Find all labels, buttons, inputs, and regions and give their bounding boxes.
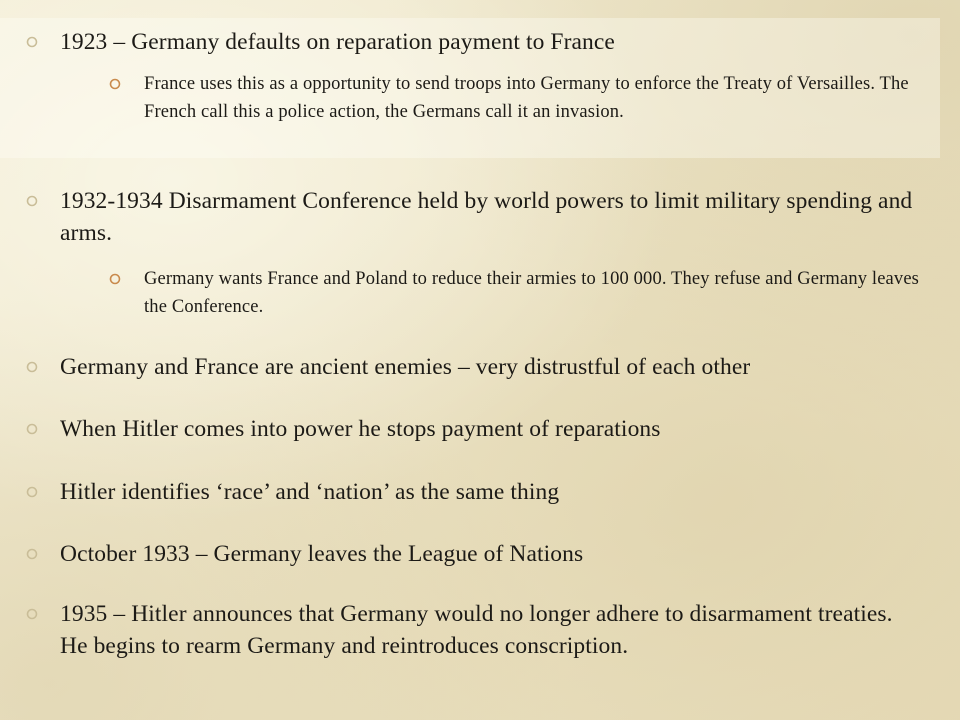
bullet-item: [60, 476, 920, 508]
sub-bullet-item: [144, 70, 920, 126]
bullet-item: [60, 185, 920, 249]
sub-bullet-item: [144, 265, 920, 321]
hollow-circle-bullet-icon: [26, 608, 38, 620]
bullet-item: [60, 351, 920, 383]
hollow-circle-bullet-icon: [26, 361, 38, 373]
bullet-text: 1935 – Hitler announces that Germany would no longer adhere to disarmament treaties. He begins to rearm Germany and reintroduces conscription.: [60, 601, 893, 659]
hollow-circle-bullet-icon: [26, 423, 38, 435]
sub-bullet-text: France uses this as a opportunity to send troops into Germany to enforce the Treaty of Versailles. The French call this a police action, the Germans call it an invasion.: [144, 74, 909, 122]
bullet-item: [60, 413, 920, 445]
hollow-circle-bullet-icon: [26, 36, 38, 48]
bullet-text: 1923 – Germany defaults on reparation payment to France: [60, 29, 615, 55]
bullet-text: 1932-1934 Disarmament Conference held by world powers to limit military spending and arms.: [60, 188, 913, 246]
hollow-circle-bullet-icon: [26, 548, 38, 560]
hollow-circle-sub-bullet-icon: [109, 273, 121, 285]
hollow-circle-sub-bullet-icon: [109, 78, 121, 90]
bullet-item: [60, 538, 920, 570]
bullet-text: Hitler identifies ‘race’ and ‘nation’ as the same thing: [60, 479, 560, 505]
bullet-text: October 1933 – Germany leaves the League of Nations: [60, 541, 584, 567]
bullet-text: Germany and France are ancient enemies – very distrustful of each other: [60, 354, 751, 380]
bullet-text: When Hitler comes into power he stops payment of reparations: [60, 416, 661, 442]
hollow-circle-bullet-icon: [26, 486, 38, 498]
bullet-item: [60, 26, 920, 58]
bullet-item: [60, 598, 920, 662]
hollow-circle-bullet-icon: [26, 195, 38, 207]
sub-bullet-text: Germany wants France and Poland to reduce their armies to 100 000. They refuse and Germany leaves the Conference.: [144, 269, 920, 317]
